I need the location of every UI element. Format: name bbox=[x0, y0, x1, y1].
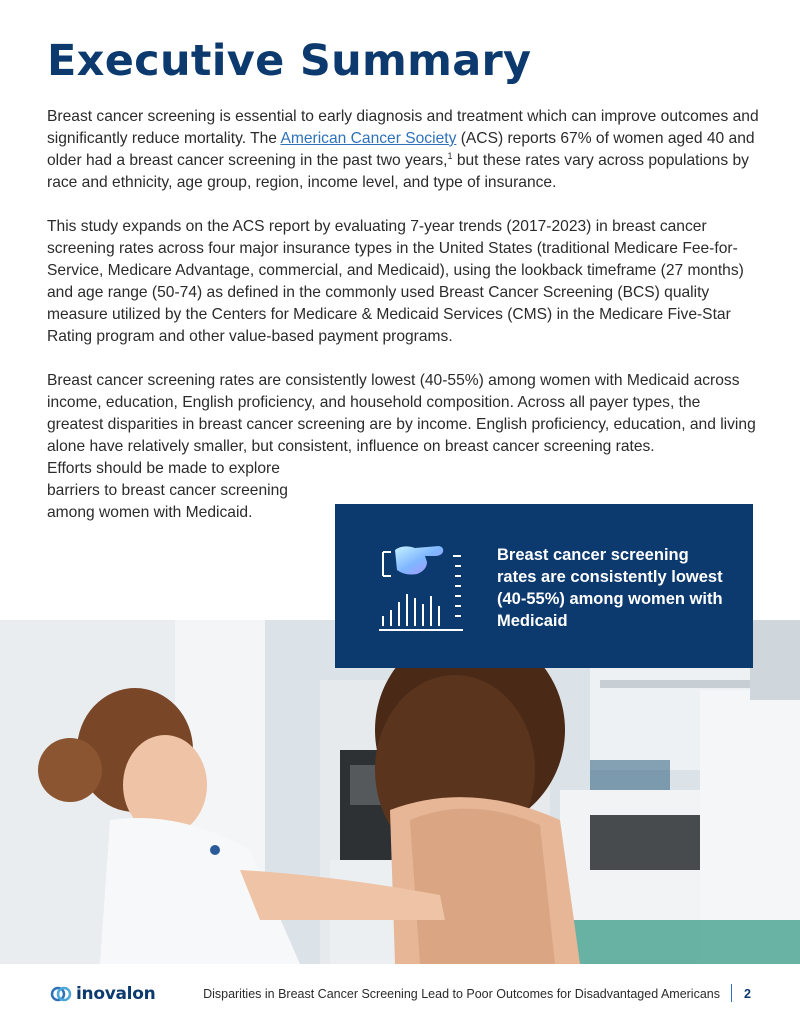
callout-text: Breast cancer screening rates are consistently lowest (40-55%) among women with Medicaid bbox=[497, 546, 723, 630]
inovalon-logo-icon bbox=[50, 984, 72, 1004]
paragraph-1 bbox=[47, 106, 759, 194]
footnote-marker[interactable]: 1 bbox=[447, 150, 453, 161]
paragraph-3-line-3: barriers to breast cancer screening bbox=[47, 482, 288, 499]
paragraph-2: This study expands on the ACS report by evaluating 7-year trends (2017-2023) in breast cancer screening rates across four major insurance types in the United States (traditional Medicare Fee-for-Service, Medicare Advantage, commercial, and Medicaid), using the lookback timeframe (27 months) and age range (50-74) as defined in the commonly used Breast Cancer Screening (BCS) quality measure utilized by the Centers for Medicare & Medicaid Services (CMS) in the Medicare Five-Star Rating program and other value-based payment programs. bbox=[47, 218, 744, 345]
photo-illustration bbox=[0, 620, 800, 964]
page-number: 2 bbox=[744, 987, 751, 1001]
mammography-photo bbox=[0, 620, 800, 964]
logo-text: inovalon bbox=[76, 984, 156, 1004]
footer-document-title: Disparities in Breast Cancer Screening Lead to Poor Outcomes for Disadvantaged Americans bbox=[203, 987, 720, 1001]
hand-pointing-chart-icon bbox=[377, 540, 467, 634]
paragraph-3-main: Breast cancer screening rates are consistently lowest (40-55%) among women with Medicaid across income, education, English proficiency, and household composition. Across all payer types, the greatest disparities in breast cancer screening are by income. English proficiency, education, and living alone have relatively smaller, but consistent, influence on breast cancer screening rates. bbox=[47, 372, 756, 455]
paragraph-1-text-b: (ACS) reports 67% of women aged 40 and older had a breast cancer screening in the past two years, bbox=[47, 130, 755, 169]
paragraph-3-line-4: among women with Medicaid. bbox=[47, 504, 253, 521]
callout-box bbox=[335, 504, 753, 668]
paragraph-3-line-2: Efforts should be made to explore bbox=[47, 460, 280, 477]
acs-link[interactable]: American Cancer Society bbox=[280, 130, 457, 147]
inovalon-logo[interactable] bbox=[50, 982, 155, 1006]
paragraph-1-text-a: Breast cancer screening is essential to early diagnosis and treatment which can improve outcomes and significantly reduce mortality. The bbox=[47, 108, 759, 147]
body-text bbox=[47, 106, 759, 546]
paragraph-3 bbox=[47, 370, 759, 524]
page-footer bbox=[0, 964, 800, 1035]
paragraph-1-text-c: but these rates vary across populations by race and ethnicity, age group, region, income level, and type of insurance. bbox=[47, 152, 749, 191]
page-title: Executive Summary bbox=[47, 36, 532, 86]
footer-separator bbox=[731, 984, 732, 1002]
